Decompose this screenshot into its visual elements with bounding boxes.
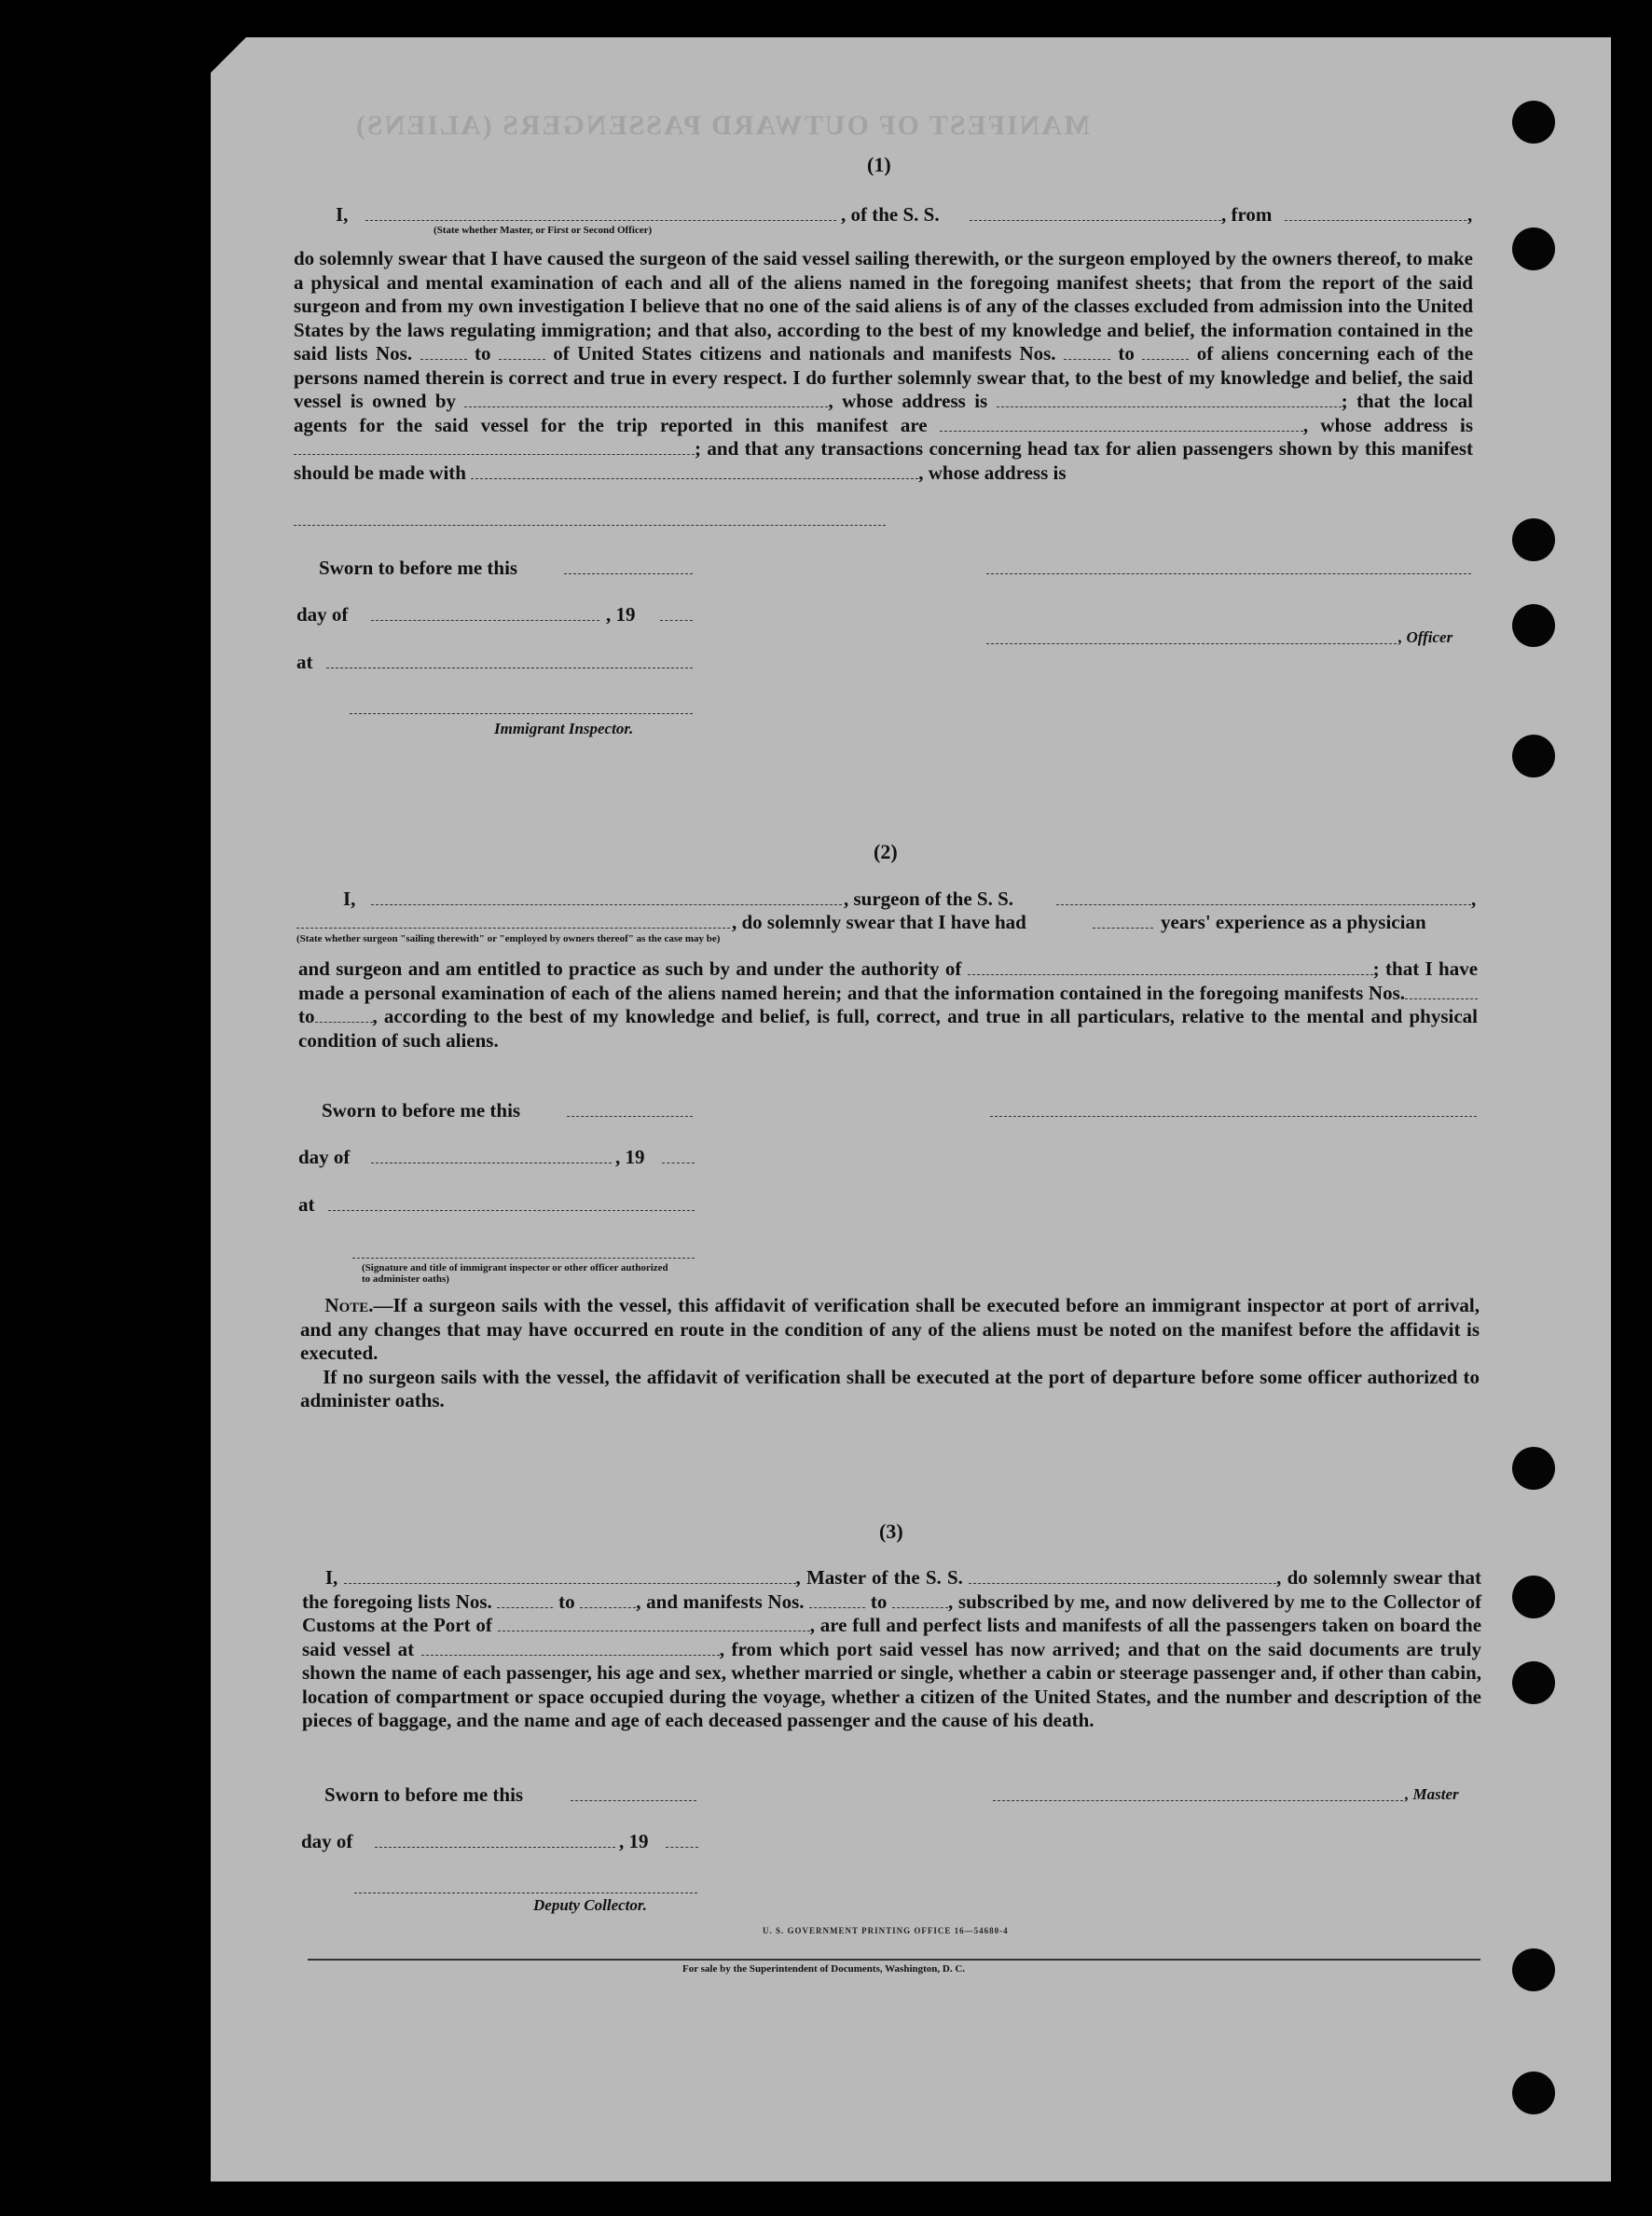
s2-name-field[interactable]	[371, 904, 842, 905]
s1-officer-note: (State whether Master, or First or Second Officer)	[434, 225, 653, 236]
s1-vessel-field[interactable]	[970, 220, 1221, 221]
s1-p1-text: do solemnly swear that I have caused the surgeon of the said vessel sailing therewith, or the surgeon employed by the owners thereof, to make a physical and mental examination of each and all of the aliens named in the foregoing manifest sheets; that from the report of the said surgeon and from my own investigation I believe that no one of the said aliens is of any of the classes excluded from admission into the United States by the laws regulating immigration; and that also, according to the best of my knowledge and belief, the information contained in the said lists Nos.	[294, 247, 1473, 365]
s1-comma: ,	[1467, 203, 1473, 226]
s1-head-tax-field[interactable]	[471, 463, 918, 479]
s1-p2-semi: ;	[1341, 390, 1348, 412]
s1-p3-agents: that the local agents for the said vessel for the trip reported in this manifest are	[294, 390, 1474, 436]
s2-manifests-from-field[interactable]	[1405, 984, 1478, 999]
punch-hole	[1512, 2071, 1555, 2114]
s1-head-tax-address-field[interactable]	[294, 525, 886, 526]
s1-p3-transactions: ; and that any transactions concerning head tax for alien	[695, 437, 1177, 460]
s1-manifests-from-field[interactable]	[1064, 344, 1110, 360]
s1-p2-whose: , whose address is	[828, 390, 988, 412]
s1-agents-address-field[interactable]	[294, 439, 695, 455]
footer-rule	[308, 1959, 1480, 1961]
s1-manifests-to-field[interactable]	[1142, 344, 1189, 360]
section-3-heading: (3)	[879, 1520, 903, 1543]
s3-i-label: I,	[324, 1566, 338, 1589]
s2-surgeon-label: , surgeon of the S. S.	[844, 888, 1014, 910]
s3-lists-from-field[interactable]	[497, 1592, 553, 1608]
s3-year-label: , 19	[619, 1830, 649, 1852]
s1-paragraph	[294, 247, 1473, 485]
s1-officer-label: , Officer	[1398, 628, 1453, 646]
s3-l4b: , from which	[719, 1637, 830, 1660]
s3-l2-to2: to	[870, 1590, 888, 1613]
s1-p2-start: of United States citizens and nationals and manifests Nos.	[553, 342, 1056, 365]
s1-name-field[interactable]	[365, 220, 836, 221]
s1-officer-title-field[interactable]	[986, 643, 1397, 644]
s2-p-start: and surgeon and am entitled to practice as such by and under the authority of	[298, 957, 962, 980]
s2-note	[300, 1294, 1480, 1413]
s2-at-label: at	[298, 1193, 315, 1216]
s1-p4-passengers: passengers shown by this manifest should be made with	[294, 437, 1473, 484]
s3-master-label: , Master	[1405, 1785, 1459, 1803]
s1-p3-comma: ,	[1302, 413, 1309, 436]
s1-p3-whose: whose address is	[1320, 413, 1474, 436]
s3-l3a: delivered by me to the Collector of Customs at the Port of	[302, 1590, 1482, 1636]
s2-p-rest: , according to the best of my knowledge and belief, is full, correct, and true in	[372, 1005, 1044, 1027]
punch-hole	[1512, 735, 1555, 778]
punch-hole	[1512, 1576, 1555, 1618]
s1-year-field[interactable]	[660, 620, 693, 621]
s2-years-field[interactable]	[1093, 928, 1153, 929]
s1-agents-field[interactable]	[940, 416, 1303, 432]
punch-hole	[1512, 1447, 1555, 1490]
punch-hole	[1512, 1948, 1555, 1991]
s3-boarding-port-field[interactable]	[421, 1640, 720, 1656]
s3-manifests-from-field[interactable]	[809, 1592, 865, 1608]
punch-hole	[1512, 604, 1555, 647]
s2-surgeon-note: (State whether surgeon "sailing therewith" or "employed by owners thereof" as the case may be)	[296, 933, 721, 944]
s1-owner-address-field[interactable]	[997, 392, 1342, 407]
s3-swear-label: , do solemnly	[1276, 1566, 1388, 1589]
s1-at-label: at	[296, 651, 313, 673]
s1-i-label: I,	[336, 203, 349, 226]
s2-swear-label: , do solemnly swear that I have had	[732, 911, 1026, 933]
section-1-heading: (1)	[867, 153, 891, 176]
s2-p-manifests: foregoing manifests Nos.	[1199, 981, 1406, 1004]
s2-comma: ,	[1471, 888, 1477, 910]
s3-deputy-label: Deputy Collector.	[533, 1896, 647, 1914]
s3-manifests-to-field[interactable]	[892, 1592, 948, 1608]
s2-note1: —If a surgeon sails with the vessel, this affidavit of verification shall be executed before an immigrant inspector at port of arrival, and any changes that may have occurred en route in the condition of any of the aliens must be noted on the manifest before the affidavit is executed.	[300, 1294, 1480, 1364]
s2-vessel-field[interactable]	[1056, 904, 1471, 905]
s3-day-field[interactable]	[375, 1847, 615, 1848]
s1-inspector-label: Immigrant Inspector.	[494, 720, 634, 737]
s2-inspector-signature-field[interactable]	[352, 1258, 695, 1259]
s2-manifests-to-field[interactable]	[315, 1007, 373, 1023]
s1-from-label: , from	[1221, 203, 1273, 226]
s2-sworn-label: Sworn to before me this	[322, 1099, 521, 1122]
s2-p-to: to	[298, 1005, 315, 1027]
punch-hole	[1512, 227, 1555, 270]
s1-lists-to-field[interactable]	[499, 344, 545, 360]
s2-surgeon-signature-field[interactable]	[990, 1116, 1477, 1117]
s1-p2-rest: of aliens concerning each of the persons named therein is correct and true in every respect. I do further solemnly swear that, to the best of my knowledge and belief, the said vessel is owned by	[294, 342, 1474, 412]
s1-year-label: , 19	[606, 603, 636, 626]
printing-office-imprint: U. S. GOVERNMENT PRINTING OFFICE 16—54680-4	[763, 1926, 1009, 1935]
s1-p4-whose: , whose address is	[918, 461, 1067, 484]
bleed-through-text: MANIFEST OF OUTWARD PASSENGERS (ALIENS)	[354, 110, 1091, 141]
s2-sworn-field[interactable]	[567, 1116, 693, 1117]
s3-lists-to-field[interactable]	[580, 1592, 636, 1608]
s3-l2b: , and manifests Nos.	[636, 1590, 805, 1613]
s1-p1-to: to	[474, 342, 491, 365]
s3-paragraph	[302, 1566, 1481, 1733]
s3-l3b: , are full and perfect lists and	[809, 1614, 1057, 1636]
s3-name-field[interactable]	[344, 1568, 796, 1584]
s1-of-ss-label: , of the S. S.	[841, 203, 940, 226]
s2-p-end: all particulars, relative to the mental and physical condition of such aliens.	[298, 1005, 1478, 1052]
s3-day-label: day of	[301, 1830, 353, 1852]
s1-day-label: day of	[296, 603, 349, 626]
s1-lists-from-field[interactable]	[420, 344, 467, 360]
s2-p-body: that I have made a personal examination of each of the aliens named herein; and that the information contained in the	[298, 957, 1479, 1004]
s3-l2a: swear that the foregoing lists Nos.	[302, 1566, 1482, 1613]
s3-sworn-label: Sworn to before me this	[324, 1783, 524, 1806]
s2-years-label: years' experience as a physician	[1161, 911, 1426, 933]
s1-day-field[interactable]	[371, 620, 599, 621]
s2-day-label: day of	[298, 1146, 351, 1168]
s1-officer-signature-field[interactable]	[986, 573, 1471, 574]
section-2-heading: (2)	[874, 840, 898, 863]
s3-vessel-field[interactable]	[969, 1568, 1276, 1584]
s1-from-field[interactable]	[1285, 220, 1466, 221]
punch-hole	[1512, 518, 1555, 561]
s3-port-field[interactable]	[498, 1616, 810, 1631]
s3-l2-to1: to	[558, 1590, 575, 1613]
footer-sale-note: For sale by the Superintendent of Documents, Washington, D. C.	[682, 1963, 966, 1975]
punch-hole	[1512, 101, 1555, 144]
s2-i-label: I,	[343, 888, 356, 910]
s3-sworn-field[interactable]	[571, 1800, 696, 1801]
s3-master-label: , Master of the S. S.	[795, 1566, 963, 1589]
s3-l4a: manifests of all the passengers taken on board the said vessel at	[302, 1614, 1482, 1660]
punch-hole	[1512, 1661, 1555, 1704]
s2-authority-field[interactable]	[968, 959, 1373, 975]
s1-sworn-field[interactable]	[564, 573, 693, 574]
s1-owner-field[interactable]	[464, 392, 828, 407]
s3-year-field[interactable]	[666, 1847, 698, 1848]
s2-at-field[interactable]	[328, 1210, 695, 1211]
s3-body: port said vessel has now arrived; and that on the said documents are truly shown the name of each passenger, his age and sex, whether married or single, whether a cabin or steerage passenger and, if other than cabin, location of compartment or space occupied during the voyage, whether a citizen of the United States, and the number and description of the pieces of baggage, and the name and age of each deceased passenger and the cause of his death.	[302, 1637, 1482, 1731]
s2-p-semi: ;	[1372, 957, 1380, 980]
s2-paragraph	[298, 957, 1478, 1053]
s2-surgeon-type-field[interactable]	[296, 928, 730, 929]
s1-sworn-label: Sworn to before me this	[319, 557, 518, 579]
s1-inspector-signature-field[interactable]	[350, 713, 693, 714]
s2-year-label: , 19	[615, 1146, 645, 1168]
s2-note2: If no surgeon sails with the vessel, the affidavit of verification shall be executed at the port of departure before some officer authorized to administer oaths.	[300, 1365, 1480, 1411]
s2-note-label: Note.	[324, 1294, 374, 1316]
s3-master-signature-field[interactable]	[993, 1800, 1403, 1801]
s1-p2-to: to	[1118, 342, 1135, 365]
s3-l2c: , subscribed by me, and now	[948, 1590, 1187, 1613]
s2-signature-note: (Signature and title of immigrant inspector or other officer authorized to administer oaths)	[362, 1262, 668, 1285]
